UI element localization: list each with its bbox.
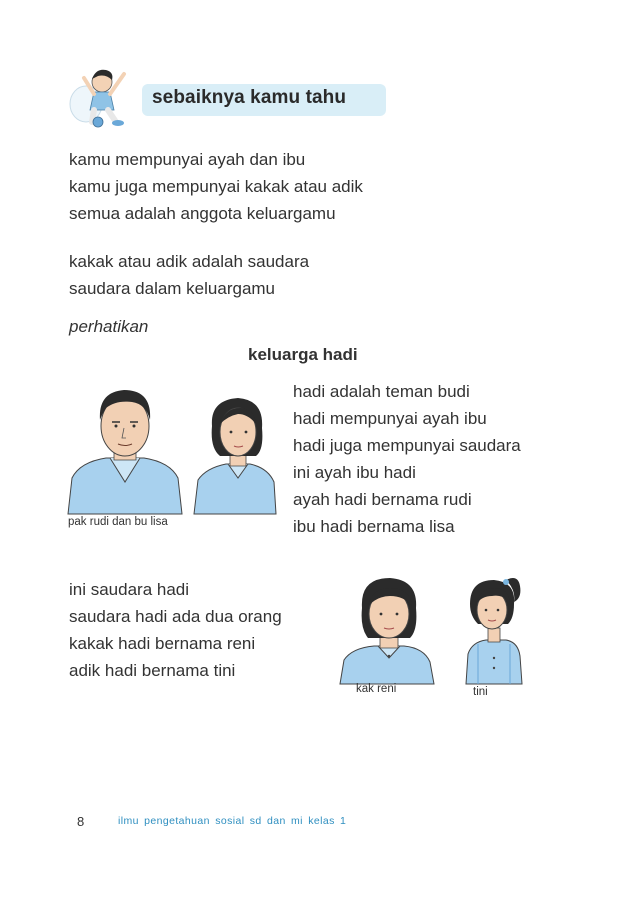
text-line: ini saudara hadi bbox=[69, 580, 190, 599]
text-line: kamu juga mempunyai kakak atau adik bbox=[69, 177, 363, 196]
text-line: kakak atau adik adalah saudara bbox=[69, 252, 310, 271]
text-line: saudara hadi ada dua orang bbox=[69, 607, 282, 626]
boy-mascot-icon bbox=[66, 64, 146, 128]
text-line: ibu hadi bernama lisa bbox=[293, 517, 455, 536]
siblings-paragraph bbox=[69, 576, 282, 684]
page-number: 8 bbox=[77, 814, 85, 829]
intro-paragraph bbox=[69, 146, 363, 227]
reni-caption: kak reni bbox=[356, 683, 397, 695]
intro-paragraph-2 bbox=[69, 248, 309, 302]
text-line: hadi adalah teman budi bbox=[293, 382, 470, 401]
text-line: semua adalah anggota keluargamu bbox=[69, 204, 336, 223]
reni-illustration bbox=[338, 572, 438, 684]
text-line: kamu mempunyai ayah dan ibu bbox=[69, 150, 306, 169]
tini-illustration bbox=[456, 574, 528, 684]
parents-illustration bbox=[66, 386, 278, 514]
text-line: ini ayah ibu hadi bbox=[293, 463, 416, 482]
text-line: ayah hadi bernama rudi bbox=[293, 490, 472, 509]
mother-figure bbox=[194, 398, 276, 514]
text-line: adik hadi bernama tini bbox=[69, 661, 236, 680]
text-line: hadi mempunyai ayah ibu bbox=[293, 409, 487, 428]
perhatikan-label: perhatikan bbox=[69, 317, 149, 336]
family-subtitle: keluarga hadi bbox=[248, 345, 358, 364]
text-line: kakak hadi bernama reni bbox=[69, 634, 256, 653]
family-description bbox=[293, 378, 521, 540]
text-line: hadi juga mempunyai saudara bbox=[293, 436, 521, 455]
tini-caption: tini bbox=[473, 686, 488, 698]
book-title-footer: ilmu pengetahuan sosial sd dan mi kelas 1 bbox=[118, 815, 347, 827]
father-figure bbox=[68, 390, 182, 514]
text-line: saudara dalam keluargamu bbox=[69, 279, 276, 298]
parents-caption: pak rudi dan bu lisa bbox=[68, 516, 168, 528]
section-title: sebaiknya kamu tahu bbox=[152, 87, 347, 108]
